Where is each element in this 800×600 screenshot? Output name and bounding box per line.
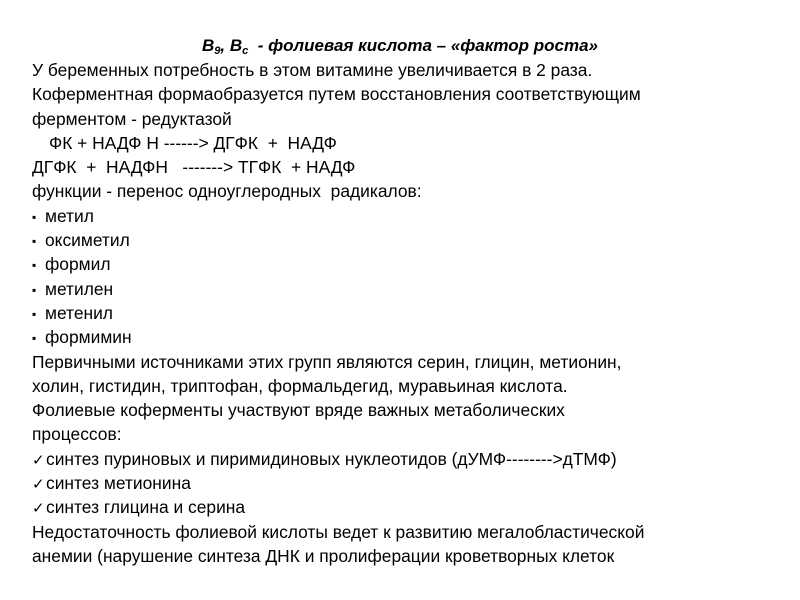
title-text: - фолиевая кислота – «фактор роста» bbox=[248, 36, 599, 55]
processes-heading-line: Фолиевые коферменты участвуют вряде важных метаболических bbox=[32, 400, 565, 421]
process-label: синтез метионина bbox=[46, 473, 191, 494]
checkmark-icon: ✓ bbox=[32, 476, 45, 494]
checkmark-icon: ✓ bbox=[32, 500, 45, 518]
process-label: синтез пуриновых и пиримидиновых нуклеотидов (дУМФ-------->дТМФ) bbox=[46, 448, 617, 469]
process-list-item bbox=[32, 471, 772, 495]
functions-heading: функции - перенос одноуглеродных радикалов: bbox=[32, 181, 422, 202]
deficiency-line: анемии (нарушение синтеза ДНК и пролиферации кроветворных клеток bbox=[32, 545, 615, 566]
radical-list-item bbox=[32, 277, 772, 301]
square-bullet-icon: ▪ bbox=[32, 331, 37, 346]
slide-title bbox=[0, 34, 800, 58]
title-b9-letter: B bbox=[201, 36, 215, 55]
checkmark-icon: ✓ bbox=[32, 451, 45, 469]
intro-line: У беременных потребность в этом витамине увеличивается в 2 раза. bbox=[32, 60, 593, 80]
square-bullet-icon: ▪ bbox=[32, 209, 37, 224]
square-bullet-icon: ▪ bbox=[32, 234, 37, 249]
title-bc-letter: B bbox=[229, 36, 243, 55]
processes-heading-line: процессов: bbox=[32, 424, 122, 445]
radical-label: метил bbox=[45, 205, 94, 226]
intro-line: Коферментная формаобразуется путем восстановления соответствующим bbox=[32, 84, 641, 105]
radical-list-item bbox=[32, 204, 772, 228]
title-separator: , bbox=[220, 36, 230, 55]
radical-list-item bbox=[32, 301, 772, 325]
slide-body bbox=[32, 58, 772, 568]
intro-line: ферментом - редуктазой bbox=[32, 108, 232, 129]
title-bc-subscript: c bbox=[242, 45, 249, 57]
radical-label: оксиметил bbox=[45, 230, 130, 251]
sources-line: холин, гистидин, триптофан, формальдегид, муравьиная кислота. bbox=[32, 375, 568, 396]
process-label: синтез глицина и серина bbox=[46, 497, 246, 518]
radical-label: формимин bbox=[45, 327, 132, 348]
deficiency-line: Недостаточность фолиевой кислоты ведет к развитию мегалобластической bbox=[32, 521, 645, 542]
radical-label: метилен bbox=[45, 278, 114, 299]
square-bullet-icon: ▪ bbox=[32, 282, 37, 297]
square-bullet-icon: ▪ bbox=[32, 306, 37, 321]
radical-label: формил bbox=[45, 254, 111, 275]
title-b9-subscript: 9 bbox=[214, 45, 221, 57]
process-list-item bbox=[32, 447, 772, 471]
square-bullet-icon: ▪ bbox=[32, 258, 37, 273]
process-list-item bbox=[32, 495, 772, 519]
reaction-line: ФК + НАДФ Н ------> ДГФК + НАДФ bbox=[49, 132, 337, 153]
reaction-line: ДГФК + НАДФН -------> ТГФК + НАДФ bbox=[32, 157, 356, 178]
sources-line: Первичными источниками этих групп являются серин, глицин, метионин, bbox=[32, 351, 622, 372]
radical-list-item bbox=[32, 228, 772, 252]
radical-label: метенил bbox=[45, 302, 113, 323]
radical-list-item bbox=[32, 325, 772, 349]
radical-list-item bbox=[32, 252, 772, 276]
